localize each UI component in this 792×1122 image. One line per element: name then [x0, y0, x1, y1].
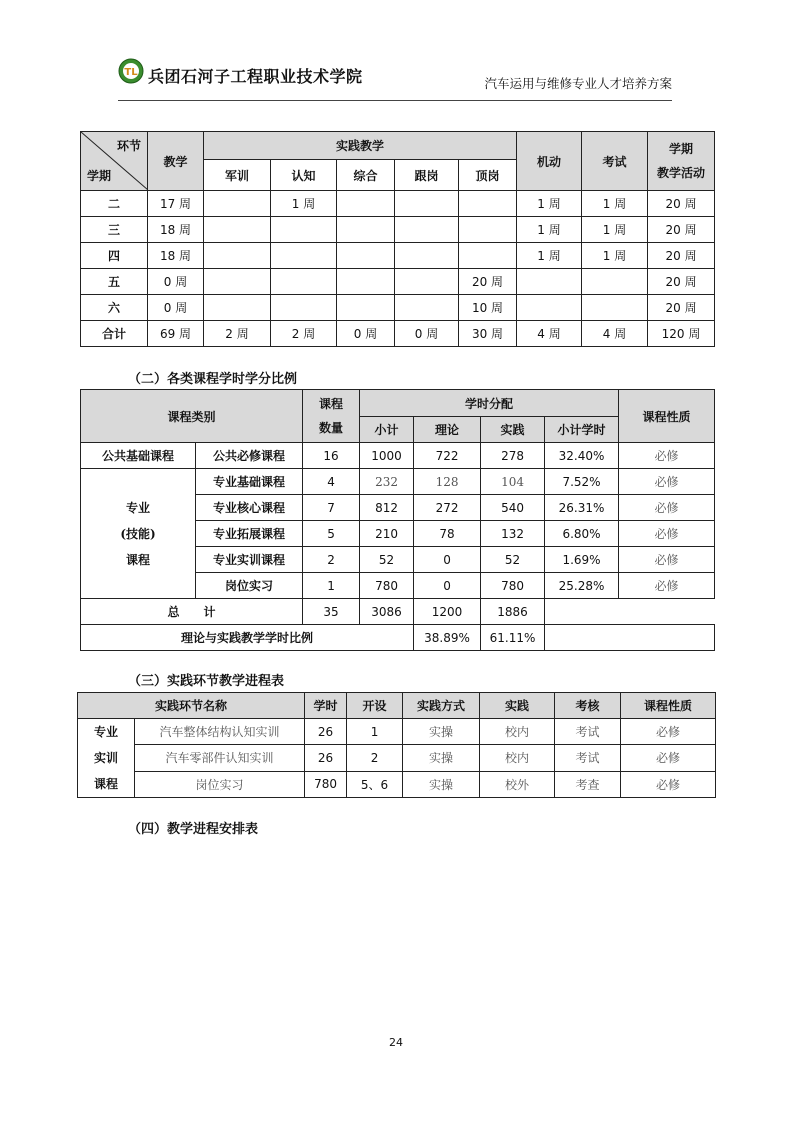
- table-row: [81, 191, 715, 217]
- row-name: 汽车整体结构认知实训: [135, 719, 305, 745]
- col-activity: 学期 教学活动: [648, 132, 715, 191]
- cell-s4: [395, 243, 459, 269]
- cell-flex: 4 周: [517, 321, 582, 347]
- cell-s5: 20 周: [459, 269, 517, 295]
- h-mode: 实践方式: [403, 693, 480, 719]
- row-count: 16: [303, 443, 360, 469]
- sub-comprehensive: 综合: [337, 160, 395, 191]
- cell-s5: 30 周: [459, 321, 517, 347]
- section-2-title: （二）各类课程学时学分比例: [128, 372, 298, 387]
- h-nature: 课程性质: [621, 693, 716, 719]
- row-nature: 必修: [619, 469, 715, 495]
- cell-teach: 0 周: [148, 295, 204, 321]
- row-subtotal: 232: [360, 469, 414, 495]
- table-row: [81, 321, 715, 347]
- practice-schedule-table: [77, 692, 716, 798]
- cell-exam: [582, 269, 648, 295]
- row-ratio: 25.28%: [545, 573, 619, 599]
- sub-internship: 顶岗: [459, 160, 517, 191]
- row-practice: 132: [481, 521, 545, 547]
- cell-term: 合计: [81, 321, 148, 347]
- cell-term: 六: [81, 295, 148, 321]
- cell-s4: [395, 191, 459, 217]
- row-assess: 考查: [555, 771, 621, 797]
- cell-teach: 18 周: [148, 217, 204, 243]
- cell-teach: 0 周: [148, 269, 204, 295]
- h-practice-name: 实践环节名称: [78, 693, 305, 719]
- row-mode: 实操: [403, 745, 480, 771]
- row-practice: 278: [481, 443, 545, 469]
- row-assess: 考试: [555, 719, 621, 745]
- cell-s1: [204, 243, 271, 269]
- ratio-empty: [545, 625, 715, 651]
- corner-header: [81, 132, 148, 191]
- total-count: 35: [303, 599, 360, 625]
- cell-s4: [395, 295, 459, 321]
- row-nature: 必修: [619, 495, 715, 521]
- row-subtotal: 52: [360, 547, 414, 573]
- cell-s4: [395, 217, 459, 243]
- row-hours: 26: [305, 719, 347, 745]
- row-nature: 必修: [619, 573, 715, 599]
- cell-s2: 1 周: [271, 191, 337, 217]
- plan-title: 汽车运用与维修专业人才培养方案: [484, 76, 672, 91]
- row-nature: 必修: [619, 547, 715, 573]
- cell-s4: [395, 269, 459, 295]
- h-term: 开设: [347, 693, 403, 719]
- sub-shadow: 跟岗: [395, 160, 459, 191]
- cell-s1: [204, 269, 271, 295]
- practice-group: 专业 实训 课程: [78, 719, 135, 798]
- row-count: 1: [303, 573, 360, 599]
- cell-s3: [337, 295, 395, 321]
- row-assess: 考试: [555, 745, 621, 771]
- sub-military: 军训: [204, 160, 271, 191]
- col-flex: 机动: [517, 132, 582, 191]
- row-theory: 0: [414, 573, 481, 599]
- h-category: 课程类别: [81, 390, 303, 443]
- school-name: 兵团石河子工程职业技术学院: [148, 67, 363, 86]
- cell-s1: 2 周: [204, 321, 271, 347]
- ratio-label: 理论与实践教学学时比例: [81, 625, 414, 651]
- total-practice: 1886: [481, 599, 545, 625]
- table-row: [81, 269, 715, 295]
- sub-cognition: 认知: [271, 160, 337, 191]
- cell-flex: 1 周: [517, 217, 582, 243]
- cell-exam: [582, 295, 648, 321]
- row-subtotal: 812: [360, 495, 414, 521]
- cell-term: 五: [81, 269, 148, 295]
- row-count: 7: [303, 495, 360, 521]
- table-row: [81, 469, 715, 495]
- h-subtotal: 小计: [360, 417, 414, 443]
- cell-term: 二: [81, 191, 148, 217]
- table-row: [81, 243, 715, 269]
- ratio-theory: 38.89%: [414, 625, 481, 651]
- cell-exam: 4 周: [582, 321, 648, 347]
- cell-act: 20 周: [648, 217, 715, 243]
- col-teaching: 教学: [148, 132, 204, 191]
- cell-teach: 69 周: [148, 321, 204, 347]
- section-3-title: （三）实践环节教学进程表: [128, 674, 285, 689]
- cell-s5: [459, 191, 517, 217]
- row-hours: 26: [305, 745, 347, 771]
- row-ratio: 1.69%: [545, 547, 619, 573]
- row-theory: 78: [414, 521, 481, 547]
- cell-s3: [337, 269, 395, 295]
- row-name: 专业实训课程: [196, 547, 303, 573]
- cell-exam: 1 周: [582, 191, 648, 217]
- row-nature: 必修: [621, 745, 716, 771]
- h-practice: 实践: [481, 417, 545, 443]
- total-subtotal: 3086: [360, 599, 414, 625]
- row-hours: 780: [305, 771, 347, 797]
- cell-s1: [204, 191, 271, 217]
- row-term: 5、6: [347, 771, 403, 797]
- row-nature: 必修: [621, 719, 716, 745]
- cell-term: 四: [81, 243, 148, 269]
- cell-act: 120 周: [648, 321, 715, 347]
- h-ratio: 小计学时: [545, 417, 619, 443]
- row-theory: 0: [414, 547, 481, 573]
- col-practice: 实践教学: [204, 132, 517, 160]
- cell-s2: 2 周: [271, 321, 337, 347]
- row-practice: 540: [481, 495, 545, 521]
- row-subtotal: 1000: [360, 443, 414, 469]
- corner-bottom-label: 学期: [87, 169, 112, 183]
- h-alloc: 学时分配: [360, 390, 619, 417]
- row-term: 2: [347, 745, 403, 771]
- cell-flex: 1 周: [517, 191, 582, 217]
- row-subtotal: 210: [360, 521, 414, 547]
- cell-s5: [459, 243, 517, 269]
- cell-teach: 17 周: [148, 191, 204, 217]
- cell-flex: [517, 269, 582, 295]
- table-row: [81, 217, 715, 243]
- row-ratio: 7.52%: [545, 469, 619, 495]
- row-name: 岗位实习: [135, 771, 305, 797]
- row-mode: 实操: [403, 719, 480, 745]
- row-practice: 52: [481, 547, 545, 573]
- section-4-title: （四）教学进程安排表: [128, 822, 259, 837]
- table-row: [78, 719, 716, 745]
- pro-group: 专业 (技能) 课程: [81, 469, 196, 599]
- cell-s4: 0 周: [395, 321, 459, 347]
- h-count: 课程 数量: [303, 390, 360, 443]
- ratio-practice: 61.11%: [481, 625, 545, 651]
- row-nature: 必修: [621, 771, 716, 797]
- h-assess: 考核: [555, 693, 621, 719]
- ratio-row: [81, 625, 715, 651]
- cell-s3: [337, 191, 395, 217]
- total-label: 总 计: [81, 599, 303, 625]
- corner-top-label: 环节: [116, 139, 141, 153]
- row-practice: 104: [481, 469, 545, 495]
- cell-term: 三: [81, 217, 148, 243]
- total-row: [81, 599, 715, 625]
- school-logo: [118, 58, 144, 88]
- cell-act: 20 周: [648, 191, 715, 217]
- row-nature: 必修: [619, 443, 715, 469]
- table-row: [78, 771, 716, 797]
- cell-s3: [337, 217, 395, 243]
- col-exam: 考试: [582, 132, 648, 191]
- page-number: 24: [389, 1036, 403, 1049]
- svg-text:TL: TL: [124, 67, 138, 78]
- course-hours-table: [80, 389, 715, 651]
- total-empty: [545, 599, 715, 625]
- cell-s2: [271, 243, 337, 269]
- cell-s1: [204, 217, 271, 243]
- row-name: 汽车零部件认知实训: [135, 745, 305, 771]
- cell-exam: 1 周: [582, 243, 648, 269]
- row-nature: 必修: [619, 521, 715, 547]
- cell-s5: 10 周: [459, 295, 517, 321]
- table-row: [81, 443, 715, 469]
- row-name: 岗位实习: [196, 573, 303, 599]
- cell-exam: 1 周: [582, 217, 648, 243]
- cell-s5: [459, 217, 517, 243]
- row-name: 专业拓展课程: [196, 521, 303, 547]
- row-theory: 272: [414, 495, 481, 521]
- cell-teach: 18 周: [148, 243, 204, 269]
- row-name: 公共必修课程: [196, 443, 303, 469]
- row-mode: 实操: [403, 771, 480, 797]
- row-term: 1: [347, 719, 403, 745]
- row-theory: 128: [414, 469, 481, 495]
- cell-act: 20 周: [648, 243, 715, 269]
- h-place: 实践: [480, 693, 555, 719]
- h-theory: 理论: [414, 417, 481, 443]
- row-count: 4: [303, 469, 360, 495]
- row-ratio: 6.80%: [545, 521, 619, 547]
- row-place: 校内: [480, 719, 555, 745]
- cell-s3: [337, 243, 395, 269]
- row-count: 5: [303, 521, 360, 547]
- public-group: 公共基础课程: [81, 443, 196, 469]
- cell-s2: [271, 269, 337, 295]
- row-ratio: 26.31%: [545, 495, 619, 521]
- table-row: [78, 745, 716, 771]
- h-nature: 课程性质: [619, 390, 715, 443]
- teaching-week-table: [80, 131, 715, 347]
- cell-act: 20 周: [648, 295, 715, 321]
- row-practice: 780: [481, 573, 545, 599]
- row-theory: 722: [414, 443, 481, 469]
- row-subtotal: 780: [360, 573, 414, 599]
- h-hours: 学时: [305, 693, 347, 719]
- cell-s3: 0 周: [337, 321, 395, 347]
- cell-s2: [271, 217, 337, 243]
- row-ratio: 32.40%: [545, 443, 619, 469]
- cell-act: 20 周: [648, 269, 715, 295]
- cell-flex: [517, 295, 582, 321]
- cell-flex: 1 周: [517, 243, 582, 269]
- table-row: [81, 295, 715, 321]
- row-place: 校内: [480, 745, 555, 771]
- row-count: 2: [303, 547, 360, 573]
- row-place: 校外: [480, 771, 555, 797]
- row-name: 专业基础课程: [196, 469, 303, 495]
- cell-s2: [271, 295, 337, 321]
- cell-s1: [204, 295, 271, 321]
- row-name: 专业核心课程: [196, 495, 303, 521]
- page-header: [118, 58, 672, 101]
- total-theory: 1200: [414, 599, 481, 625]
